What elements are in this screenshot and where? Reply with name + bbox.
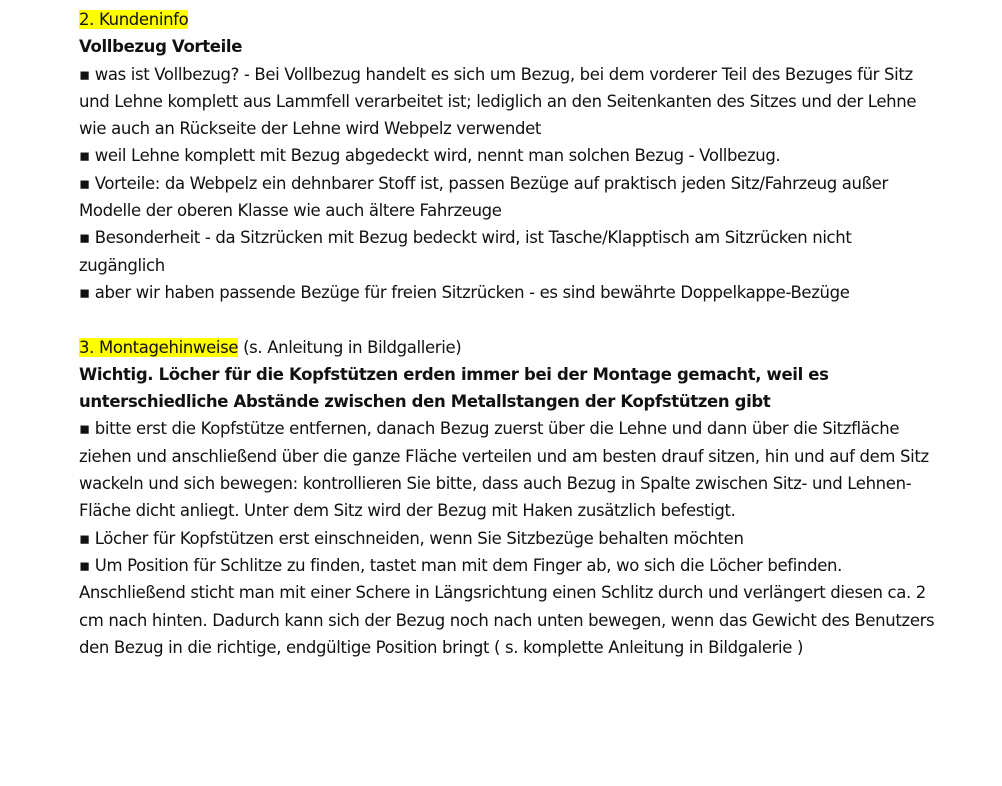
section-3-bullet-1: ▪ bitte erst die Kopfstütze entfernen, danach Bezug zuerst über die Lehne und dann über die Sitzfläche ziehen und anschließend über die ganze Fläche verteilen und am besten drauf sitzen, hin und auf dem Sitz wackeln und sich bewegen: kontrollieren Sie bitte, dass auch Bezug in Spalte zwischen Sitz- und Lehnen-Fläche dicht anliegt. Unter dem Sitz wird der Bezug mit Haken zusätzlich befestigt. (79, 419, 929, 521)
section-3-title-suffix: (s. Anleitung in Bildgallerie) (238, 337, 462, 357)
section-2-subtitle: Vollbezug Vorteile (79, 37, 243, 57)
section-2-bullet-2: ▪ weil Lehne komplett mit Bezug abgedeckt wird, nennt man solchen Bezug - Vollbezug. (79, 146, 781, 166)
section-3-bullet-3: ▪ Um Position für Schlitze zu finden, tastet man mit dem Finger ab, wo sich die Löcher befinden. Anschließend sticht man mit einer Schere in Längsrichtung einen Schlitz durch und verlängert diesen ca. 2 cm nach hinten. Dadurch kann sich der Bezug noch nach unten bewegen, wenn das Gewicht des Benutzers den Bezug in die richtige, endgültige Position bringt ( s. komplette Anleitung in Bildgalerie ) (79, 555, 935, 657)
section-3-important-note: Wichtig. Löcher für die Kopfstützen erden immer bei der Montage gemacht, weil es unterschiedliche Abstände zwischen den Metallstangen der Kopfstützen gibt (79, 364, 829, 412)
section-2-bullet-4: ▪ Besonderheit - da Sitzrücken mit Bezug bedeckt wird, ist Tasche/Klapptisch am Sitzrücken nicht zugänglich (79, 228, 852, 275)
section-2-heading (79, 6, 939, 33)
document-page (79, 6, 939, 661)
section-3-bullet-2: ▪ Löcher für Kopfstützen erst einschneiden, wenn Sie Sitzbezüge behalten möchten (79, 528, 744, 548)
section-spacer (79, 306, 939, 333)
section-3-title: 3. Montagehinweise (79, 337, 239, 357)
section-2-title: 2. Kundeninfo (79, 10, 189, 29)
section-2-bullet-5: ▪ aber wir haben passende Bezüge für freien Sitzrücken - es sind bewährte Doppelkappe-Bezüge (79, 282, 850, 302)
section-3-heading (79, 334, 939, 361)
section-2-bullet-1: ▪ was ist Vollbezug? - Bei Vollbezug handelt es sich um Bezug, bei dem vorderer Teil des Bezuges für Sitz und Lehne komplett aus Lammfell verarbeitet ist; lediglich an den Seitenkanten des Sitzes und der Lehne wie auch an Rückseite der Lehne wird Webpelz verwendet (79, 64, 917, 139)
section-2-bullet-3: ▪ Vorteile: da Webpelz ein dehnbarer Stoff ist, passen Bezüge auf praktisch jeden Sitz/Fahrzeug außer Modelle der oberen Klasse wie auch ältere Fahrzeuge (79, 173, 888, 221)
